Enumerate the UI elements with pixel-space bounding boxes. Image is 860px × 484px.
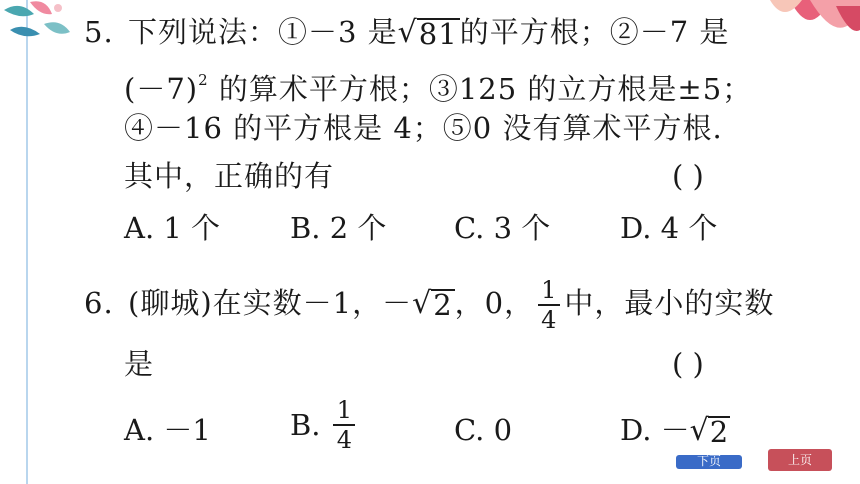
q5-answer-blank: ( ): [672, 159, 704, 193]
q6-text-1c: 中，最小的实数: [564, 286, 775, 320]
next-page-button[interactable]: 下页: [676, 455, 742, 469]
q6-option-b-fraction: [333, 398, 356, 452]
q5-option-a: [124, 210, 220, 246]
flower-decoration-icon: [750, 0, 860, 60]
option-text: 4 个: [660, 211, 718, 245]
q6-fraction: [537, 278, 561, 332]
option-text: 3 个: [493, 211, 551, 245]
q5-text-1b: 的平方根；②－7 是: [459, 15, 730, 49]
q6-sqrt: [412, 286, 455, 322]
option-label: D.: [620, 413, 652, 447]
q5-option-d: [620, 210, 717, 246]
radical-sign-icon: √: [689, 413, 709, 448]
option-label: A.: [124, 211, 155, 245]
q5-superscript: 2: [198, 71, 209, 89]
q5-text-2b: 的算术平方根；③125 的立方根是±5；: [208, 72, 753, 106]
q6-line-1: [84, 278, 774, 332]
q5-line-1: [84, 14, 729, 50]
radical-sign-icon: √: [397, 15, 418, 50]
q6-text-1a: (聊城)在实数－1，－: [128, 286, 413, 320]
page-edge-line: [26, 0, 28, 484]
option-label: A.: [124, 413, 155, 447]
q6-option-c: [454, 412, 512, 448]
fraction-numerator: 1: [541, 276, 558, 304]
option-label: C.: [454, 211, 485, 245]
fraction-denominator: 4: [541, 306, 558, 334]
q6-option-d: [620, 412, 730, 448]
q5-line-3: ④－16 的平方根是 4；⑤0 没有算术平方根.: [124, 111, 723, 145]
q6-number: 6.: [84, 286, 114, 320]
fraction-denominator: 4: [336, 426, 353, 454]
q5-text-1a: 下列说法：①－3 是: [128, 15, 398, 49]
option-text: 1 个: [163, 211, 221, 245]
q5-option-b: [290, 210, 386, 246]
q6-answer-blank: ( ): [672, 347, 704, 381]
q6-text-1b: ，0，: [454, 286, 535, 320]
option-label: B.: [290, 408, 321, 442]
option-text: 2 个: [329, 211, 387, 245]
q5-line-2: [124, 62, 752, 107]
q5-number: 5.: [84, 15, 114, 49]
leaf-decoration-icon: [0, 0, 80, 70]
q5-line-4: 其中，正确的有: [124, 159, 335, 193]
q5-text-2a: (－7): [124, 72, 199, 106]
q5-sqrt: [397, 15, 460, 51]
q6-option-a: [124, 412, 211, 448]
fraction-numerator: 1: [336, 396, 353, 424]
radical-sign-icon: √: [412, 286, 433, 321]
option-text: 0: [493, 413, 513, 447]
option-label: B.: [290, 211, 321, 245]
q6-radicand: 2: [433, 288, 453, 322]
option-text: －1: [163, 413, 211, 447]
q6-option-b: [290, 398, 359, 452]
option-prefix: －: [660, 413, 690, 447]
q6-option-d-sqrt: [689, 413, 731, 449]
option-label: D.: [620, 211, 652, 245]
q6-line-2: 是: [124, 347, 155, 381]
q5-radicand: 81: [418, 17, 458, 51]
previous-page-button[interactable]: 上页: [768, 449, 832, 471]
option-label: C.: [454, 413, 485, 447]
option-radicand: 2: [709, 415, 729, 449]
q5-option-c: [454, 210, 550, 246]
